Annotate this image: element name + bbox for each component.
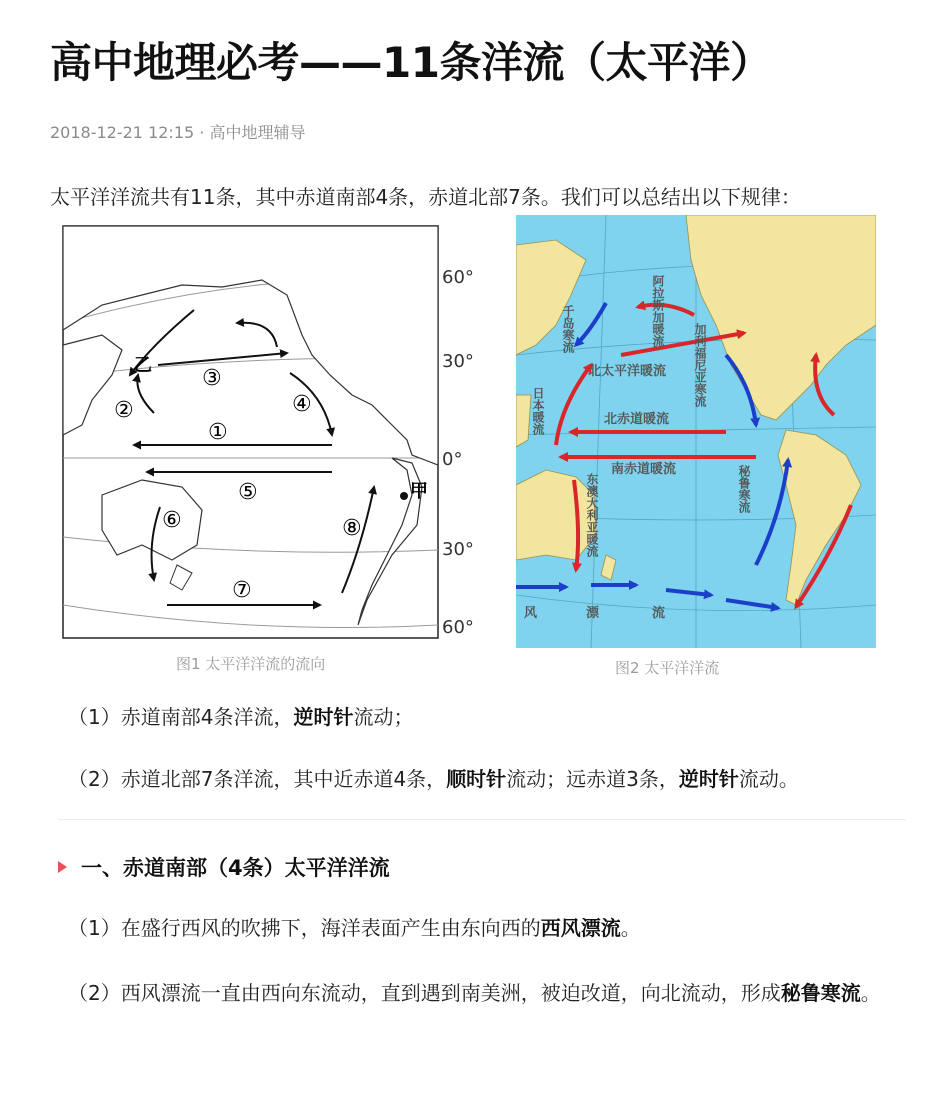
- rule-1-bold: 逆时针: [293, 705, 354, 729]
- fig1-num-8: ⑧: [342, 516, 362, 541]
- section-paragraph-1: [68, 912, 641, 941]
- section-heading-text: 一、赤道南部（4条）太平洋洋流: [81, 856, 390, 880]
- section-p1-post: 。: [620, 916, 641, 940]
- rule-1: [68, 701, 413, 730]
- figure2-map: [516, 215, 876, 648]
- rule-2-bold-2: 逆时针: [678, 767, 739, 791]
- rule-1-post: 流动；: [353, 705, 414, 729]
- fig1-num-1: ①: [208, 420, 228, 445]
- section-divider: [58, 819, 906, 820]
- fig2-label-north-equatorial: 北赤道暖流: [604, 412, 670, 427]
- fig1-lat-0: 0°: [442, 449, 463, 470]
- section-p1-bold: 西风漂流: [540, 916, 621, 940]
- rule-2-bold-1: 顺时针: [446, 767, 507, 791]
- article-meta: 2018-12-21 12:15 · 高中地理辅导: [50, 123, 306, 142]
- fig2-label-east-australia: 东澳大利亚暖流: [585, 473, 599, 557]
- fig2-label-south-equatorial: 南赤道暖流: [611, 462, 677, 477]
- fig1-lat-30n: 30°: [442, 351, 474, 372]
- section-p2-pre: （2）西风漂流一直由西向东流动，直到遇到南美洲，被迫改道，向北流动，形成: [68, 981, 781, 1005]
- fig1-num-7: ⑦: [232, 578, 252, 603]
- fig1-num-5: ⑤: [238, 480, 258, 505]
- fig1-label-yi: 乙: [134, 355, 152, 376]
- section-p2-post: 。: [860, 981, 881, 1005]
- fig2-label-alaska: 阿拉斯加暖流: [651, 275, 665, 347]
- section-paragraph-2: [58, 975, 908, 1011]
- rule-2-pre: （2）赤道北部7条洋流，其中近赤道4条，: [68, 767, 447, 791]
- figure2-caption: 图2 太平洋洋流: [615, 659, 720, 677]
- triangle-bullet-icon: [58, 861, 67, 873]
- fig2-label-drift-2: 漂: [586, 606, 600, 621]
- fig2-label-california: 加利福尼亚寒流: [693, 323, 707, 407]
- fig1-num-2: ②: [114, 398, 134, 423]
- rule-2: [68, 763, 799, 792]
- fig1-num-4: ④: [292, 392, 312, 417]
- fig1-lat-60s: 60°: [442, 617, 474, 638]
- fig2-label-peru: 秘鲁寒流: [737, 465, 751, 513]
- section-p2-bold: 秘鲁寒流: [780, 981, 861, 1005]
- fig1-num-6: ⑥: [162, 508, 182, 533]
- fig1-lat-60n: 60°: [442, 267, 474, 288]
- fig2-label-japan: 日本暖流: [531, 387, 545, 435]
- fig2-label-drift-1: 风: [524, 606, 538, 621]
- fig1-lat-30s: 30°: [442, 539, 474, 560]
- rule-2-post: 流动。: [738, 767, 799, 791]
- intro-paragraph: 太平洋洋流共有11条，其中赤道南部4条，赤道北部7条。我们可以总结出以下规律：: [50, 185, 801, 209]
- section-heading: [58, 852, 390, 882]
- article-title: 高中地理必考——11条洋流（太平洋）: [50, 38, 772, 87]
- figure1-map: [62, 225, 482, 640]
- rule-2-mid: 流动；远赤道3条，: [506, 767, 679, 791]
- figure1-caption: 图1 太平洋洋流的流向: [176, 655, 326, 673]
- fig1-label-jia: 甲: [410, 481, 428, 502]
- section-p1-pre: （1）在盛行西风的吹拂下，海洋表面产生由东向西的: [68, 916, 541, 940]
- fig2-label-north-pacific: 北太平洋暖流: [588, 364, 667, 379]
- rule-1-pre: （1）赤道南部4条洋流，: [68, 705, 294, 729]
- fig2-label-drift-3: 流: [652, 606, 666, 621]
- fig2-label-kuril: 千岛寒流: [561, 305, 575, 353]
- fig1-num-3: ③: [202, 366, 222, 391]
